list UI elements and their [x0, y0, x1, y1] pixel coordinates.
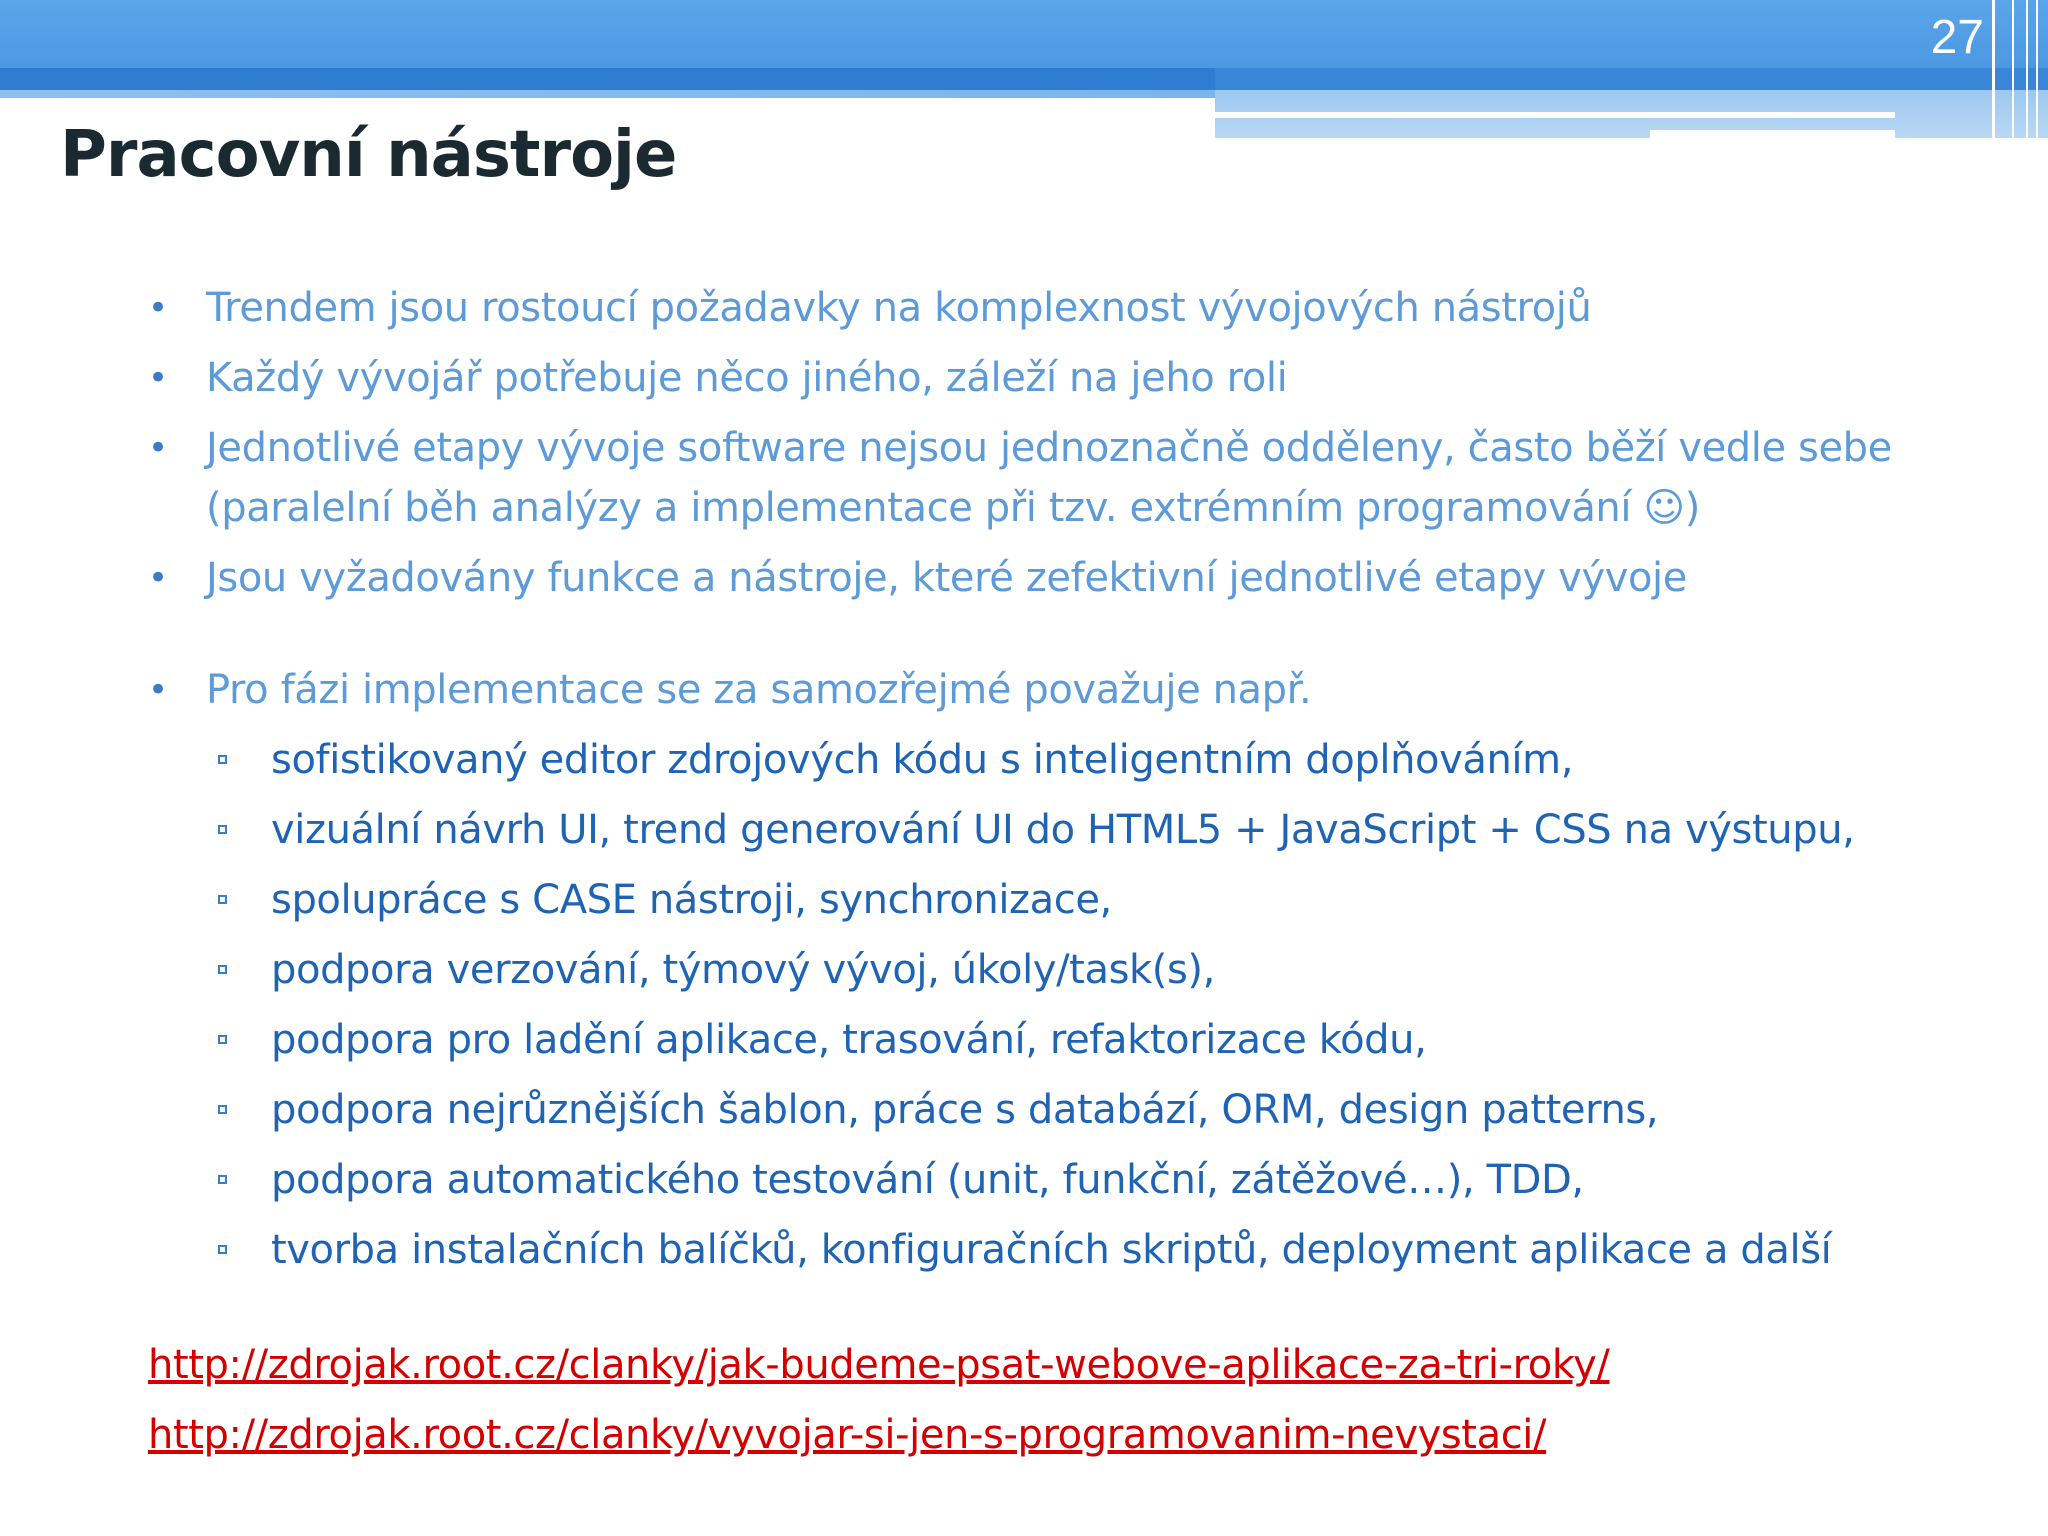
bullet-text: Jsou vyžadovány funkce a nástroje, které zefektivní jednotlivé etapy vývoje: [206, 555, 1687, 601]
header-band: [0, 68, 1215, 90]
subbullet-item: [148, 1080, 1988, 1140]
reference-link[interactable]: http://zdrojak.root.cz/clanky/vyvojar-si-jen-s-programovanim-nevystaci/: [148, 1412, 1547, 1458]
header-stripe: [2026, 0, 2028, 140]
subbullet-item: [148, 800, 1988, 860]
slide-title: Pracovní nástroje: [60, 118, 677, 192]
subbullet-item: [148, 1010, 1988, 1070]
header-right-line-short: [1650, 130, 1895, 138]
bullet-text: Pro fázi implementace se za samozřejmé považuje např.: [206, 667, 1312, 713]
square-bullet-icon: [218, 1175, 227, 1184]
square-bullet-icon: [218, 755, 227, 764]
subbullet-text: podpora nejrůznějších šablon, práce s databází, ORM, design patterns,: [271, 1087, 1659, 1133]
header-stripe: [1992, 0, 1995, 140]
slide-content: [148, 278, 1988, 1290]
bullet-dot-icon: •: [148, 670, 168, 710]
subbullet-text: sofistikovaný editor zdrojových kódu s inteligentním doplňováním,: [271, 737, 1574, 783]
bullet-dot-icon: •: [148, 428, 168, 468]
subbullet-text: podpora pro ladění aplikace, trasování, refaktorizace kódu,: [271, 1017, 1427, 1063]
reference-links: [148, 1330, 1610, 1470]
subbullet-text: podpora verzování, týmový vývoj, úkoly/task(s),: [271, 947, 1215, 993]
header-stripe: [2012, 0, 2014, 140]
square-bullet-icon: [218, 1035, 227, 1044]
header-right-line: [1215, 112, 1895, 118]
bullet-item: [148, 660, 1988, 720]
bullet-text: Každý vývojář potřebuje něco jiného, záleží na jeho roli: [206, 355, 1288, 401]
bullet-item: [148, 548, 1988, 608]
subbullet-text: vizuální návrh UI, trend generování UI do HTML5 + JavaScript + CSS na výstupu,: [271, 807, 1855, 853]
bullet-text: Trendem jsou rostoucí požadavky na komplexnost vývojových nástrojů: [206, 285, 1592, 331]
subbullet-item: [148, 1150, 1988, 1210]
square-bullet-icon: [218, 1245, 227, 1254]
subbullet-item: [148, 870, 1988, 930]
bullet-dot-icon: •: [148, 558, 168, 598]
bullet-item: [148, 348, 1988, 408]
bullet-item: [148, 418, 1988, 538]
bullet-dot-icon: •: [148, 288, 168, 328]
bullet-dot-icon: •: [148, 358, 168, 398]
page-number: 27: [1930, 11, 1984, 64]
square-bullet-icon: [218, 825, 227, 834]
square-bullet-icon: [218, 895, 227, 904]
subbullet-item: [148, 940, 1988, 1000]
header-thin-line: [0, 90, 1215, 98]
bullet-text: Jednotlivé etapy vývoje software nejsou jednoznačně odděleny, často běží vedle sebe (paralelní běh analýzy a implementace při tzv. extrémním programování ☺): [206, 425, 1892, 531]
subbullet-text: spolupráce s CASE nástroji, synchronizace,: [271, 877, 1112, 923]
subbullet-item: [148, 730, 1988, 790]
reference-link[interactable]: http://zdrojak.root.cz/clanky/jak-budeme-psat-webove-aplikace-za-tri-roky/: [148, 1342, 1610, 1388]
square-bullet-icon: [218, 965, 227, 974]
subbullet-item: [148, 1220, 1988, 1280]
subbullet-text: tvorba instalačních balíčků, konfiguračních skriptů, deployment aplikace a další: [271, 1227, 1832, 1273]
subbullet-text: podpora automatického testování (unit, funkční, zátěžové…), TDD,: [271, 1157, 1584, 1203]
header-stripe: [2036, 0, 2038, 140]
header-bar: [0, 0, 2048, 68]
header-right-band: [1215, 68, 2048, 90]
square-bullet-icon: [218, 1105, 227, 1114]
bullet-item: [148, 278, 1988, 338]
